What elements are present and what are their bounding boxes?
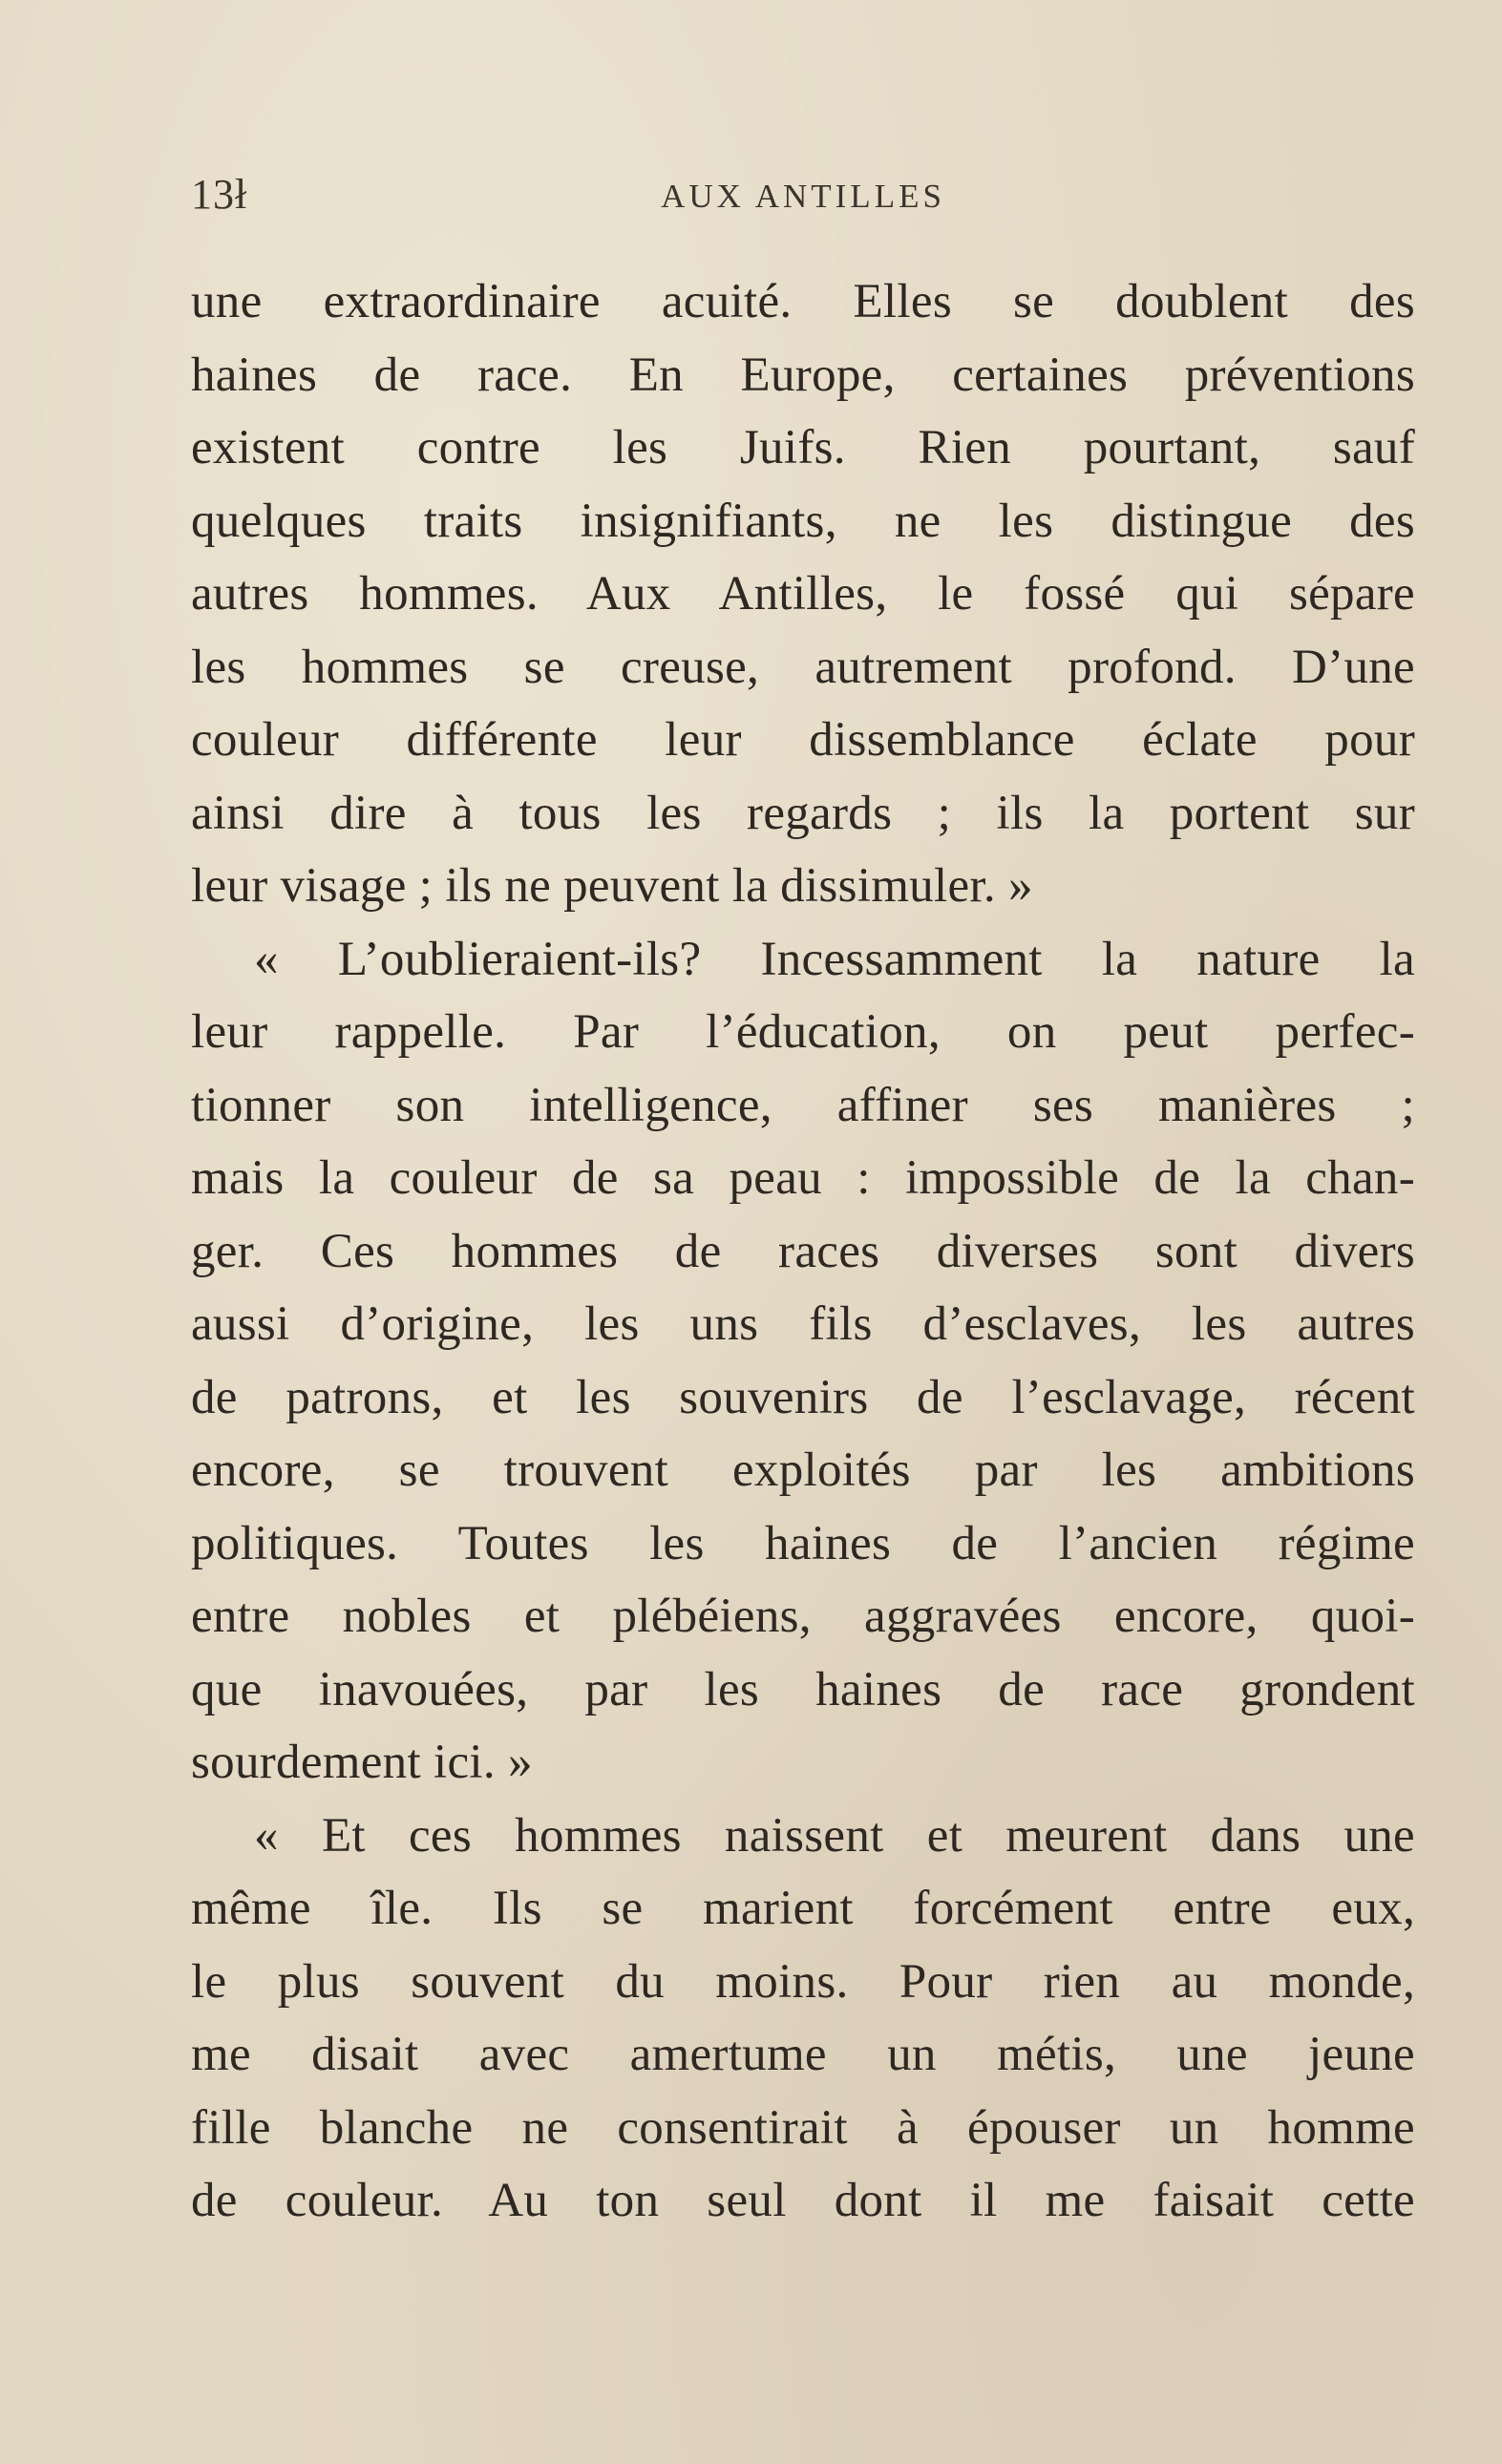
- text-line: sourdement ici. »: [191, 1736, 533, 1789]
- text-line: le plus souvent du moins. Pour rien au monde,: [191, 1954, 1415, 2009]
- text-line: tionner son intelligence, affiner ses manières ;: [191, 1078, 1415, 1132]
- text-line: une extraordinaire acuité. Elles se doublent des: [191, 275, 1415, 328]
- page-header: [191, 170, 1415, 227]
- text-line: couleur différente leur dissemblance éclate pour: [191, 713, 1415, 767]
- text-line: leur rappelle. Par l’éducation, on peut perfec-: [191, 1005, 1415, 1059]
- text-line: « L’oublieraient-ils? Incessamment la nature la: [254, 932, 1415, 986]
- text-line: aussi d’origine, les uns fils d’esclaves, les autres: [191, 1297, 1415, 1351]
- page-number: 13ł: [191, 171, 248, 218]
- text-line: même île. Ils se marient forcément entre eux,: [191, 1882, 1415, 1935]
- text-line: les hommes se creuse, autrement profond. D’une: [191, 640, 1415, 694]
- text-line: haines de race. En Europe, certaines préventions: [191, 347, 1415, 402]
- text-line: leur visage ; ils ne peuvent la dissimuler. »: [191, 859, 1033, 913]
- text-line: mais la couleur de sa peau : impossible de la chan-: [191, 1151, 1415, 1205]
- running-head: AUX ANTILLES: [661, 178, 945, 215]
- text-line: me disait avec amertume un métis, une jeune: [191, 2028, 1415, 2081]
- text-line: encore, se trouvent exploités par les ambitions: [191, 1443, 1415, 1497]
- text-line: de couleur. Au ton seul dont il me faisait cette: [191, 2174, 1415, 2227]
- text-line: politiques. Toutes les haines de l’ancien régime: [191, 1516, 1415, 1570]
- text-line: que inavouées, par les haines de race grondent: [191, 1662, 1415, 1716]
- body-text: [191, 265, 1415, 2238]
- text-line: existent contre les Juifs. Rien pourtant, sauf: [191, 421, 1415, 474]
- text-line: fille blanche ne consentirait à épouser un homme: [191, 2100, 1415, 2155]
- text-line: de patrons, et les souvenirs de l’esclavage, récent: [191, 1370, 1415, 1424]
- text-line: autres hommes. Aux Antilles, le fossé qui sépare: [191, 567, 1415, 621]
- text-line: ainsi dire à tous les regards ; ils la portent sur: [191, 786, 1415, 840]
- text-line: ger. Ces hommes de races diverses sont divers: [191, 1224, 1415, 1278]
- text-line: « Et ces hommes naissent et meurent dans une: [254, 1808, 1415, 1863]
- text-line: entre nobles et plébéiens, aggravées encore, quoi-: [191, 1590, 1415, 1643]
- text-line: quelques traits insignifiants, ne les distingue des: [191, 494, 1415, 548]
